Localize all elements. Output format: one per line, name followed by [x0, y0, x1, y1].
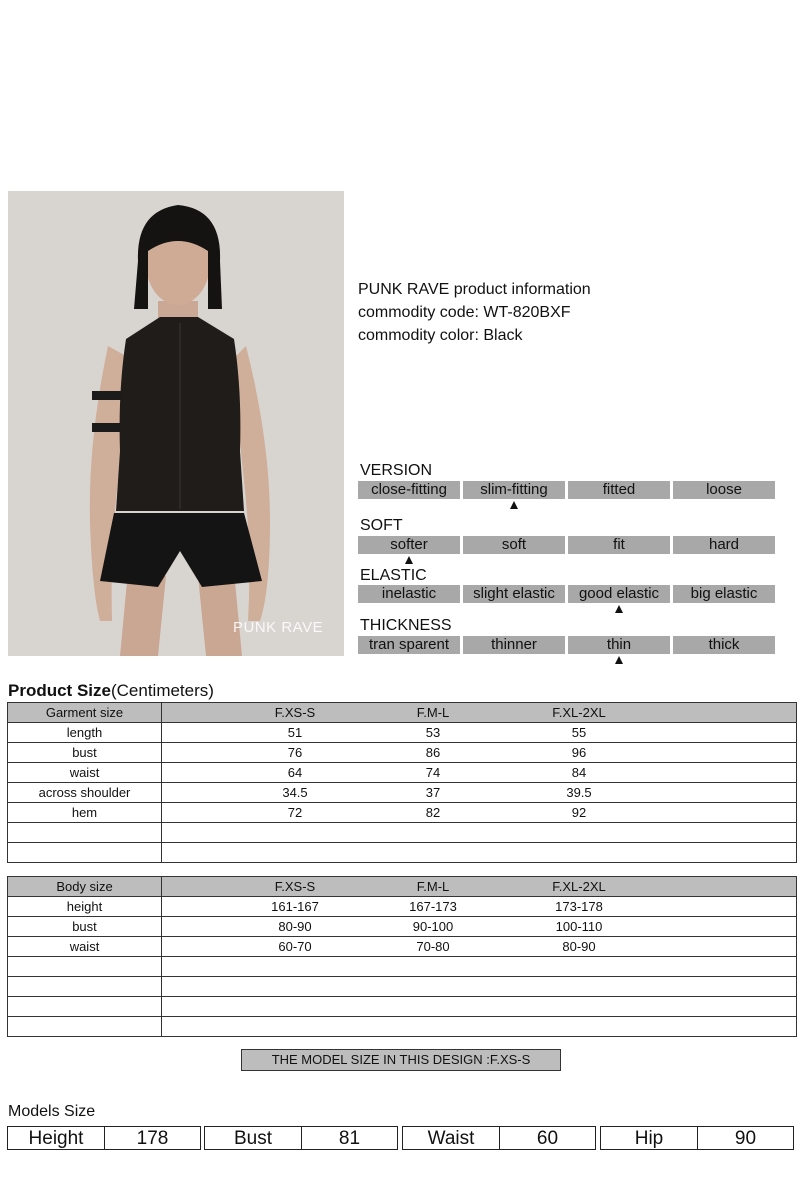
table-row [8, 997, 797, 1017]
row-values [162, 977, 797, 997]
row-label: Garment size [8, 703, 162, 723]
row-values [162, 743, 797, 763]
attribute-option: tran sparent [358, 636, 460, 654]
row-values [162, 877, 797, 897]
row-values [162, 723, 797, 743]
info-commodity-code: commodity code: WT-820BXF [358, 304, 571, 321]
size-value: 161-167 [271, 899, 319, 914]
table-row [8, 897, 797, 917]
model-measure-value: 178 [136, 1128, 169, 1149]
table-row [8, 743, 797, 763]
size-value: 60-70 [278, 939, 312, 954]
attribute-option: loose [673, 481, 775, 499]
size-value: 82 [425, 805, 441, 820]
selected-marker-icon [615, 605, 623, 613]
table-row [8, 823, 797, 843]
model-measure-label: Height [28, 1128, 84, 1149]
product-size-heading: Product Size [8, 681, 111, 700]
row-values [162, 803, 797, 823]
attribute-option: fitted [568, 481, 670, 499]
table-row [8, 763, 797, 783]
table-row [8, 1017, 797, 1037]
row-label: across shoulder [8, 783, 162, 803]
row-values [162, 843, 797, 863]
row-label: bust [8, 917, 162, 937]
row-label [8, 823, 162, 843]
size-value: 167-173 [409, 899, 457, 914]
size-value: F.XS-S [274, 705, 316, 720]
size-value: F.M-L [416, 705, 450, 720]
size-value: F.XS-S [274, 879, 316, 894]
product-photo [8, 191, 344, 656]
model-measure-bust [204, 1126, 398, 1150]
attribute-option: good elastic [568, 585, 670, 603]
model-measure-label: Waist [427, 1128, 475, 1149]
watermark-text: PUNK RAVE [233, 619, 324, 636]
attribute-option: slight elastic [463, 585, 565, 603]
size-value: 51 [287, 725, 303, 740]
size-value: 80-90 [278, 919, 312, 934]
attribute-option: thick [673, 636, 775, 654]
row-values [162, 917, 797, 937]
table-row [8, 803, 797, 823]
model-measure-label: Bust [233, 1128, 273, 1149]
body-header-row [8, 877, 797, 897]
table-row [8, 723, 797, 743]
row-label [8, 957, 162, 977]
size-value: 53 [425, 725, 441, 740]
attribute-title-version: VERSION [360, 462, 433, 479]
size-value: 37 [425, 785, 441, 800]
attribute-title-elastic: ELASTIC [360, 567, 427, 584]
model-illustration [8, 191, 344, 656]
row-label: waist [8, 763, 162, 783]
row-label: bust [8, 743, 162, 763]
model-measure-label: Hip [634, 1128, 664, 1149]
body-size-table [7, 876, 797, 1037]
garment-size-table [7, 702, 797, 863]
size-value: 55 [571, 725, 587, 740]
row-values [162, 703, 797, 723]
row-values [162, 1017, 797, 1037]
product-size-title [8, 681, 214, 701]
size-value: 34.5 [282, 785, 308, 800]
attribute-option: inelastic [358, 585, 460, 603]
attribute-option: hard [673, 536, 775, 554]
attribute-option: softer [358, 536, 460, 554]
row-label [8, 977, 162, 997]
size-value: F.M-L [416, 879, 450, 894]
row-label [8, 843, 162, 863]
size-value: 72 [287, 805, 303, 820]
row-label [8, 1017, 162, 1037]
product-size-unit: (Centimeters) [110, 681, 214, 700]
models-size-title: Models Size [8, 1103, 96, 1120]
size-value: 64 [287, 765, 303, 780]
row-values [162, 937, 797, 957]
table-row [8, 977, 797, 997]
table-row [8, 783, 797, 803]
size-value: 92 [571, 805, 587, 820]
attribute-option: slim-fitting [463, 481, 565, 499]
row-values [162, 823, 797, 843]
model-measure-waist [402, 1126, 596, 1150]
table-row [8, 843, 797, 863]
model-measure-value: 60 [536, 1128, 559, 1149]
size-value: F.XL-2XL [552, 705, 606, 720]
model-measure-value: 81 [338, 1128, 361, 1149]
table-row [8, 937, 797, 957]
table-row [8, 957, 797, 977]
model-measure-hip [600, 1126, 794, 1150]
model-size-banner: THE MODEL SIZE IN THIS DESIGN :F.XS-S [241, 1049, 561, 1071]
size-value: 80-90 [562, 939, 596, 954]
size-value: 39.5 [566, 785, 592, 800]
size-value: 90-100 [412, 919, 454, 934]
row-values [162, 957, 797, 977]
attribute-title-soft: SOFT [360, 517, 403, 534]
row-values [162, 997, 797, 1017]
size-value: 76 [287, 745, 303, 760]
size-value: 173-178 [555, 899, 603, 914]
attribute-option: thin [568, 636, 670, 654]
row-label: Body size [8, 877, 162, 897]
row-label [8, 997, 162, 1017]
row-label: height [8, 897, 162, 917]
size-value: 70-80 [416, 939, 450, 954]
row-values [162, 763, 797, 783]
row-label: hem [8, 803, 162, 823]
attribute-option: thinner [463, 636, 565, 654]
row-values [162, 783, 797, 803]
selected-marker-icon [405, 556, 413, 564]
attribute-option: close-fitting [358, 481, 460, 499]
model-measure-value: 90 [734, 1128, 757, 1149]
model-measure-height [7, 1126, 201, 1150]
size-value: 96 [571, 745, 587, 760]
size-value: 86 [425, 745, 441, 760]
size-value: F.XL-2XL [552, 879, 606, 894]
attribute-option: fit [568, 536, 670, 554]
info-brand-line: PUNK RAVE product information [358, 281, 591, 298]
garment-header-row [8, 703, 797, 723]
row-label: length [8, 723, 162, 743]
selected-marker-icon [615, 656, 623, 664]
attribute-option: soft [463, 536, 565, 554]
attribute-option: big elastic [673, 585, 775, 603]
attribute-title-thickness: THICKNESS [360, 617, 452, 634]
size-value: 84 [571, 765, 587, 780]
size-value: 100-110 [555, 919, 603, 934]
selected-marker-icon [510, 501, 518, 509]
info-commodity-color: commodity color: Black [358, 327, 523, 344]
row-label: waist [8, 937, 162, 957]
row-values [162, 897, 797, 917]
size-value: 74 [425, 765, 441, 780]
table-row [8, 917, 797, 937]
